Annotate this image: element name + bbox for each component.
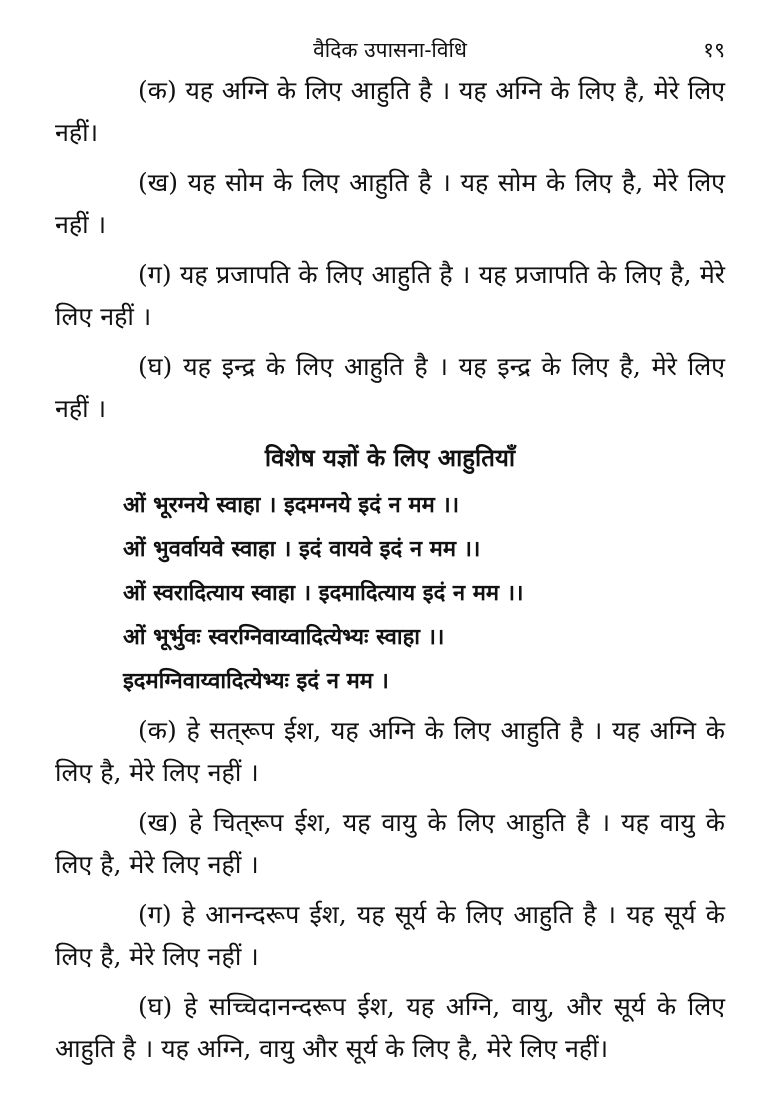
paragraph-gha-2: (घ) हे सच्चिदानन्दरूप ईश, यह अग्नि, वायु, और सूर्य के लिए आहुति है । यह अग्नि, वायु और सूर्य के लिए है, मेरे लिए नहीं।: [55, 992, 725, 1063]
paragraph-ka-2: (क) हे सत्‌रूप ईश, यह अग्नि के लिए आहुति है । यह अग्नि के लिए है, मेरे लिए नहीं ।: [55, 716, 725, 787]
mantra-line: ओं भुवर्वायवे स्वाहा । इदं वायवे इदं न मम ।।: [123, 537, 481, 562]
mantra-line: ओं स्वरादित्याय स्वाहा । इदमादित्याय इदं न मम ।।: [123, 581, 524, 606]
paragraph-gha: (घ) यह इन्द्र के लिए आहुति है । यह इन्द्र के लिए है, मेरे लिए नहीं ।: [55, 352, 725, 423]
section-heading: विशेष यज्ञों के लिए आहुतियाँ: [264, 444, 516, 472]
mantra-line: ओं भूरग्नये स्वाहा । इदमग्नये इदं न मम ।।: [123, 493, 460, 518]
paragraph-kha-2: (ख) हे चित्‌रूप ईश, यह वायु के लिए आहुति है । यह वायु के लिए है, मेरे लिए नहीं ।: [55, 808, 725, 879]
paragraph-ka: (क) यह अग्नि के लिए आहुति है । यह अग्नि के लिए है, मेरे लिए नहीं।: [55, 76, 725, 147]
page-number: १९: [703, 38, 725, 62]
paragraph-kha: (ख) यह सोम के लिए आहुति है । यह सोम के लिए है, मेरे लिए नहीं ।: [55, 168, 725, 239]
paragraph-ga-2: (ग) हे आनन्दरूप ईश, यह सूर्य के लिए आहुति है । यह सूर्य के लिए है, मेरे लिए नहीं ।: [55, 900, 725, 971]
book-page: [55, 30, 725, 1078]
page-header: [55, 30, 725, 70]
mantra-line: इदमग्निवाय्वादित्येभ्यः इदं न मम ।: [123, 669, 389, 694]
running-title: वैदिक उपासना-विधि: [313, 38, 467, 62]
mantra-line: ओं भूर्भुवः स्वरग्निवाय्वादित्येभ्यः स्वाहा ।।: [123, 625, 445, 650]
paragraph-ga: (ग) यह प्रजापति के लिए आहुति है । यह प्रजापति के लिए है, मेरे लिए नहीं ।: [55, 260, 725, 331]
mantra-block: [123, 484, 725, 704]
